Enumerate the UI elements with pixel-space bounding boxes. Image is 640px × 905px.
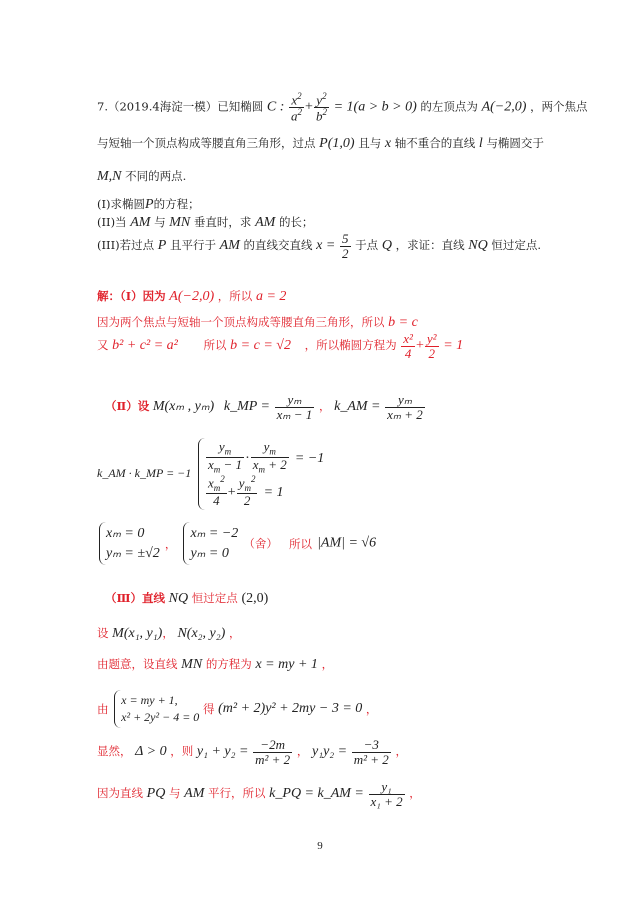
solution-1-line-1 bbox=[97, 288, 286, 305]
q2-mid2: 垂直时，求 bbox=[193, 215, 252, 229]
ellipse-condition: = 1(a > b > 0) bbox=[333, 99, 417, 115]
sol3-quad-end: ， bbox=[365, 701, 378, 716]
q3-mid2: 的直线交直线 bbox=[243, 238, 313, 253]
problem-text-2d: 与椭圆交于 bbox=[486, 136, 544, 150]
sol3-get: 得 bbox=[202, 701, 215, 716]
solution-2-label: （Ⅱ）设 bbox=[105, 399, 150, 414]
sol1-text-3b: 所以 bbox=[203, 338, 227, 353]
sol3-label-end: 恒过定点 bbox=[191, 591, 238, 605]
solution-3-line-1 bbox=[105, 590, 268, 607]
page-number: 9 bbox=[317, 840, 323, 852]
solution-3-line-2: 设 M(x₁, y₁)， N(x₂, y₂) ， bbox=[97, 626, 241, 641]
q3-x: x = bbox=[316, 238, 336, 254]
solution-3-line-3 bbox=[97, 656, 333, 673]
sol2-frac-kmp: $\frac{\text{yₘ}}{\text{xₘ − 1}}$ bbox=[276, 392, 313, 422]
q3-end: 恒过定点. bbox=[491, 238, 542, 253]
sol3-k-eq: k_PQ = k_AM = bbox=[269, 786, 364, 802]
points-mn: M,N bbox=[97, 169, 122, 184]
q3-q: Q bbox=[381, 238, 392, 254]
sol3-pq: PQ bbox=[146, 786, 166, 802]
sol3-frac-sum: $\frac{-2m}{\text{m² + 2}}$ bbox=[255, 737, 291, 767]
sol3-line-eq: x = my + 1 bbox=[255, 657, 318, 672]
sol3-fixed-point: (2,0) bbox=[241, 591, 269, 606]
q3-nq: NQ bbox=[468, 238, 488, 254]
problem-line-1: 7.（2019.4海淀一模）已知椭圆 C : $\frac{x^2}{a^2}$ + $\frac{y^2}{b^2}$ = 1(a > b > 0) 的左顶点为 A(−2,0) ，两个焦点 bbox=[97, 91, 588, 124]
sol3-mn: MN bbox=[181, 657, 203, 672]
sol1-b-eq-c: b = c bbox=[388, 315, 418, 330]
frac-y2-b2: $\frac{y^2}{b^2}$ bbox=[315, 91, 327, 124]
solution-2-result: xₘ = 0 yₘ = ±√2 ， xₘ = −2 yₘ = 0 （舍） 所以 |AM| = √6 bbox=[97, 522, 376, 565]
sol3-parallel-mid: 与 bbox=[168, 786, 181, 801]
sol1-text-2: 因为两个焦点与短轴一个顶点构成等腰直角三角形，所以 bbox=[97, 315, 385, 329]
sol2-result-prefix: 所以 bbox=[288, 536, 312, 551]
sol1-frac-y2-2: $\frac{\text{y²}}{2}$ bbox=[426, 331, 437, 361]
sol1-frac-x2-4: $\frac{\text{x²}}{4}$ bbox=[403, 331, 413, 361]
sol3-frac-k: $\frac{\text{y₁}}{\text{x₁ + 2}}$ bbox=[370, 779, 403, 809]
q1-end: 的方程； bbox=[153, 197, 200, 211]
q2-am2: AM bbox=[255, 215, 276, 230]
sol2-sep: ， bbox=[318, 399, 331, 414]
sol3-prod: y₁y₂ = bbox=[311, 744, 348, 760]
q3-am: AM bbox=[219, 238, 240, 254]
problem-line-3 bbox=[97, 168, 186, 185]
solution-3-label: （Ⅲ）直线 bbox=[105, 591, 166, 605]
sol3-quadratic: (m² + 2)y² + 2my − 3 = 0 bbox=[218, 700, 363, 716]
sol3-parallel: 因为直线 bbox=[97, 786, 143, 801]
q2-am: AM bbox=[130, 215, 151, 230]
sol3-comma: ， bbox=[296, 744, 309, 759]
frac-5-2: $\frac{5}{2}$ bbox=[342, 231, 349, 261]
sol3-line-text: 由题意，设直线 bbox=[97, 657, 178, 671]
solution-1-line-2 bbox=[97, 314, 418, 331]
q1-p: P bbox=[145, 197, 154, 212]
sol1-text-3c: ，所以椭圆方程为 bbox=[304, 338, 397, 353]
sol2-system-eq1: $\frac{y_m}{x_m - 1}$ · $\frac{y_m}{x_m + 2}$ = −1 bbox=[208, 439, 325, 475]
solution-1-label: 解：（Ⅰ）因为 bbox=[97, 289, 166, 303]
question-2 bbox=[97, 214, 313, 231]
sol3-by: 由 bbox=[97, 701, 109, 716]
sol2-system-eq2: $\frac{x_m^2}{4}$ + $\frac{y_m^2}{2}$ = 1 bbox=[208, 474, 284, 509]
x-var: x bbox=[384, 136, 392, 151]
solution-2-line-1 bbox=[105, 393, 426, 421]
sol1-mid: ，所以 bbox=[217, 289, 253, 303]
q3-text: (III)若过点 bbox=[97, 238, 155, 253]
sol3-set-end: ， bbox=[228, 626, 241, 640]
sol2-solution-2: xₘ = −2 yₘ = 0 bbox=[183, 522, 238, 565]
sol3-system: x = my + 1, x² + 2y² − 4 = 0 bbox=[114, 690, 199, 728]
sol1-text-3: 又 bbox=[97, 338, 109, 353]
sol3-nq: NQ bbox=[168, 591, 189, 606]
sol1-plus: + bbox=[415, 338, 424, 354]
sol2-result: |AM| = √6 bbox=[317, 535, 377, 551]
problem-intro: 7.（2019.4海淀一模）已知椭圆 bbox=[97, 99, 264, 114]
sol3-line-end: ， bbox=[321, 657, 334, 671]
problem-line-2 bbox=[97, 135, 544, 152]
sol1-a-point: A(−2,0) bbox=[169, 289, 215, 304]
line-l: l bbox=[478, 136, 483, 151]
sol3-am: AM bbox=[184, 786, 205, 802]
frac-x2-a2: $\frac{x^2}{a^2}$ bbox=[291, 91, 303, 124]
sol3-frac-prod: $\frac{-3}{\text{m² + 2}}$ bbox=[353, 737, 389, 767]
sol2-k-am: k_AM = bbox=[334, 399, 381, 415]
q2-end: 的长； bbox=[278, 215, 314, 229]
problem-text-3: 不同的两点. bbox=[125, 169, 187, 183]
ellipse-name: C : bbox=[266, 99, 285, 115]
sol1-bc-value: b = c = √2 bbox=[230, 338, 291, 354]
solution-3-line-4 bbox=[97, 690, 377, 728]
sol2-discard: （舍） bbox=[243, 536, 278, 551]
question-3 bbox=[97, 232, 541, 260]
problem-text-2b: 且与 bbox=[358, 136, 382, 150]
sol3-m-point: M(x₁, y₁) bbox=[112, 626, 163, 641]
q1-text: (I)求椭圆 bbox=[97, 197, 146, 211]
sol3-obvious: 显然， bbox=[97, 744, 132, 759]
left-vertex-text: 的左顶点为 bbox=[420, 99, 478, 114]
problem-text-2c: 轴不重合的直线 bbox=[394, 136, 476, 150]
question-1 bbox=[97, 196, 200, 213]
solution-2-product bbox=[97, 462, 191, 481]
sol2-k-mp: k_MP = bbox=[223, 399, 270, 415]
q3-mid: 且平行于 bbox=[169, 238, 216, 253]
sol3-delta: Δ > 0 bbox=[135, 744, 167, 760]
sol2-solution-1: xₘ = 0 yₘ = ±√2 bbox=[99, 522, 160, 565]
sol1-eq-one: = 1 bbox=[443, 338, 464, 354]
solution-1-line-3 bbox=[97, 332, 463, 360]
solution-2-system bbox=[196, 438, 324, 510]
problem-text-2: 与短轴一个顶点构成等腰直角三角形，过点 bbox=[97, 136, 316, 150]
q2-mid: 与 bbox=[154, 215, 166, 229]
foci-text: ，两个焦点 bbox=[530, 99, 588, 114]
q3-mid3: 于点 bbox=[355, 238, 379, 253]
q2-mn: MN bbox=[169, 215, 191, 230]
sol3-set: 设 bbox=[97, 626, 109, 640]
sol3-line-mid: 的方程为 bbox=[205, 657, 252, 671]
sol2-product: k_AM · k_MP = −1 bbox=[97, 466, 192, 480]
q2-text: (II)当 bbox=[97, 215, 127, 229]
q3-p: P bbox=[157, 238, 167, 254]
vertex-a: A(−2,0) bbox=[481, 99, 527, 115]
sol3-parallel-mid2: 平行，所以 bbox=[208, 786, 266, 801]
sol2-system-brace bbox=[198, 438, 324, 510]
point-p: P(1,0) bbox=[319, 136, 355, 151]
solution-3-line-6: 因为直线 PQ 与 AM 平行，所以 k_PQ = k_AM = $\frac{\text{y₁}}{\text{x₁ + 2}}$ ， bbox=[97, 779, 421, 809]
sol1-a-eq: a = 2 bbox=[255, 289, 287, 304]
sol3-then: ，则 bbox=[170, 744, 194, 759]
sol3-sum: y₁ + y₂ = bbox=[196, 744, 249, 760]
solution-3-line-5: 显然， Δ > 0 ，则 y₁ + y₂ = $\frac{-2m}{\text{m² + 2}}$ ， y₁y₂ = $\frac{-3}{\text{m² + 2}}$ ， bbox=[97, 737, 407, 767]
sol2-m-point: M(xₘ , yₘ) bbox=[152, 399, 215, 415]
q3-mid4: ，求证：直线 bbox=[395, 238, 465, 253]
sol2-frac-kam: $\frac{\text{yₘ}}{\text{xₘ + 2}}$ bbox=[387, 392, 423, 422]
sol3-n-point: N(x₂, y₂) bbox=[177, 626, 226, 641]
sol1-bc-sum: b² + c² = a² bbox=[112, 338, 178, 354]
